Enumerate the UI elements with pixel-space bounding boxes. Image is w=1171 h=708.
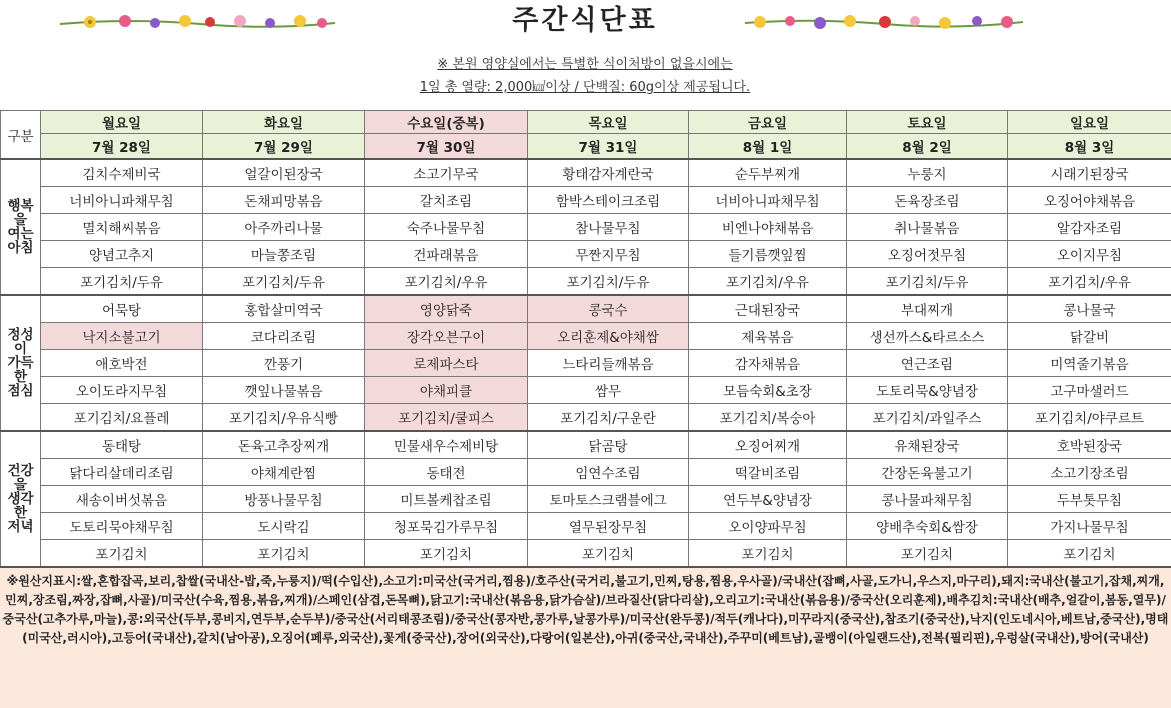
menu-item: 모듬숙회&초장 [689, 377, 847, 404]
menu-item: 오징어젓무침 [847, 241, 1008, 268]
menu-item: 포기김치/구운란 [528, 404, 689, 432]
menu-item: 연두부&양념장 [689, 486, 847, 513]
menu-row [1, 214, 1171, 241]
menu-item: 아주까리나물 [203, 214, 365, 241]
menu-item: 포기김치 [41, 540, 203, 567]
menu-item: 취나물볶음 [847, 214, 1008, 241]
menu-item: 숙주나물무침 [365, 214, 528, 241]
date-header: 7월 30일 [365, 134, 528, 160]
menu-item: 콩나물파채무침 [847, 486, 1008, 513]
menu-item: 소고기장조림 [1008, 459, 1171, 486]
weekly-menu-table [0, 110, 1171, 567]
section-label-lunch: 정성이 가득한 점심 [1, 295, 41, 431]
menu-item: 고구마샐러드 [1008, 377, 1171, 404]
menu-item: 가지나물무침 [1008, 513, 1171, 540]
menu-item: 어묵탕 [41, 295, 203, 323]
menu-item: 포기김치/우유 [365, 268, 528, 296]
menu-item: 도토리묵야채무침 [41, 513, 203, 540]
menu-item: 닭곰탕 [528, 431, 689, 459]
menu-item: 오이양파무침 [689, 513, 847, 540]
menu-item: 포기김치/두유 [847, 268, 1008, 296]
menu-item: 너비아니파채무침 [689, 187, 847, 214]
menu-item: 미트볼케찹조림 [365, 486, 528, 513]
menu-item: 포기김치/두유 [41, 268, 203, 296]
menu-row [1, 323, 1171, 350]
menu-item: 쌈무 [528, 377, 689, 404]
origin-notice: ※원산지표시:쌀,혼합잡곡,보리,찹쌀(국내산-밥,죽,누룽지)/떡(수입산),소고기:미국산(국거리,찜용)/호주산(국거리,불고기,민찌,탕용,찜용,우사골)/국내산(잡뼈,사골,도가니,우스지,마구리),돼지:국내산(불고기,잡채,찌개,민찌,장조림,짜장,잡뼈,사골)/미국산(수육,찜용,볶음,찌개)/스페인(삼겹,돈목뼈),닭고기:국내산(볶음용,닭가슴살)/브라질산(닭다리살),오리고기:국내산(볶음용)/중국산(오리훈제),배추김치:국내산(배추,얼갈이,봄동,열무)/중국산(고추가루,마늘),콩:외국산(두부,콩비지,연두부,순두부)/중국산(서리태콩조림)/중국산(콩자반,콩가루,날콩가루)/미국산(완두콩)/적두(캐나다),미꾸라지(중국산),참조기(중국산),낙지(인도네시아,베트남,중국산),명태(미국산,러시아),고등어(국내산),갈치(남아공),오징어(페루,외국산),꽃게(중국산),장어(외국산),다랑어(일본산),아귀(중국산,국내산),주꾸미(베트남),골뱅이(아일랜드산),전복(필리핀),우렁살(국내산),방어(국내산) [0, 566, 1171, 708]
date-header: 7월 31일 [528, 134, 689, 160]
menu-item: 연근조림 [847, 350, 1008, 377]
date-header: 8월 3일 [1008, 134, 1171, 160]
menu-item: 미역줄기볶음 [1008, 350, 1171, 377]
menu-item: 멸치해씨볶음 [41, 214, 203, 241]
menu-item: 부대찌개 [847, 295, 1008, 323]
menu-item: 야채피클 [365, 377, 528, 404]
page-title: 주간식단표 [512, 5, 658, 36]
menu-item: 오징어찌개 [689, 431, 847, 459]
section-label-dinner: 건강을 생각한 저녁 [1, 431, 41, 567]
menu-item: 참나물무침 [528, 214, 689, 241]
menu-item: 포기김치 [203, 540, 365, 567]
menu-item: 오이도라지무침 [41, 377, 203, 404]
menu-item: 낙지소불고기 [41, 323, 203, 350]
menu-row [1, 431, 1171, 459]
menu-item: 생선까스&타르소스 [847, 323, 1008, 350]
menu-item: 오징어야채볶음 [1008, 187, 1171, 214]
menu-row [1, 268, 1171, 296]
menu-item: 포기김치/우유 [689, 268, 847, 296]
menu-item: 감자채볶음 [689, 350, 847, 377]
menu-item: 장각오븐구이 [365, 323, 528, 350]
menu-item: 호박된장국 [1008, 431, 1171, 459]
day-header: 토요일 [847, 111, 1008, 134]
flower-garland-decoration-left [60, 10, 335, 32]
page-header [0, 0, 1171, 110]
menu-item: 오이지무침 [1008, 241, 1171, 268]
menu-item: 포기김치/쿨피스 [365, 404, 528, 432]
menu-item: 포기김치/우유식빵 [203, 404, 365, 432]
menu-item: 방풍나물무침 [203, 486, 365, 513]
menu-item: 동태탕 [41, 431, 203, 459]
menu-row [1, 241, 1171, 268]
menu-item: 포기김치/야쿠르트 [1008, 404, 1171, 432]
day-header: 목요일 [528, 111, 689, 134]
menu-item: 도토리묵&양념장 [847, 377, 1008, 404]
menu-item: 토마토스크램블에그 [528, 486, 689, 513]
menu-item: 포기김치 [528, 540, 689, 567]
menu-item: 포기김치/두유 [528, 268, 689, 296]
menu-row [1, 295, 1171, 323]
menu-item: 도시락김 [203, 513, 365, 540]
menu-item: 떡갈비조림 [689, 459, 847, 486]
menu-item: 돈육고추장찌개 [203, 431, 365, 459]
menu-item: 건파래볶음 [365, 241, 528, 268]
menu-item: 얼갈이된장국 [203, 159, 365, 187]
day-header: 일요일 [1008, 111, 1171, 134]
menu-item: 오리훈제&야채쌈 [528, 323, 689, 350]
menu-row [1, 513, 1171, 540]
flower-garland-decoration-right [745, 10, 1023, 32]
menu-row [1, 159, 1171, 187]
date-header: 8월 2일 [847, 134, 1008, 160]
menu-item: 청포묵김가루무침 [365, 513, 528, 540]
menu-item: 순두부찌개 [689, 159, 847, 187]
menu-item: 포기김치 [847, 540, 1008, 567]
menu-item: 김치수제비국 [41, 159, 203, 187]
menu-item: 간장돈육불고기 [847, 459, 1008, 486]
menu-item: 포기김치/두유 [203, 268, 365, 296]
menu-item: 새송이버섯볶음 [41, 486, 203, 513]
menu-item: 야채계란찜 [203, 459, 365, 486]
menu-item: 포기김치 [689, 540, 847, 567]
date-header: 7월 28일 [41, 134, 203, 160]
menu-item: 임연수조림 [528, 459, 689, 486]
menu-item: 양념고추지 [41, 241, 203, 268]
menu-item: 홍합살미역국 [203, 295, 365, 323]
menu-row [1, 187, 1171, 214]
menu-item: 깐풍기 [203, 350, 365, 377]
menu-item: 깻잎나물볶음 [203, 377, 365, 404]
menu-row [1, 377, 1171, 404]
notice-line-2: 1일 총 열량: 2,000㎉이상 / 단백질: 60g이상 제공됩니다. [419, 80, 751, 95]
menu-item: 제육볶음 [689, 323, 847, 350]
date-header: 7월 29일 [203, 134, 365, 160]
menu-row [1, 404, 1171, 432]
menu-item: 누룽지 [847, 159, 1008, 187]
menu-item: 유채된장국 [847, 431, 1008, 459]
menu-item: 콩나물국 [1008, 295, 1171, 323]
menu-item: 시래기된장국 [1008, 159, 1171, 187]
notice-line-1: ※ 본원 영양실에서는 특별한 식이처방이 없을시에는 [437, 57, 733, 72]
menu-item: 근대된장국 [689, 295, 847, 323]
menu-item: 열무된장무침 [528, 513, 689, 540]
menu-item: 민물새우수제비탕 [365, 431, 528, 459]
menu-row [1, 459, 1171, 486]
menu-item: 로제파스타 [365, 350, 528, 377]
menu-item: 애호박전 [41, 350, 203, 377]
day-header: 화요일 [203, 111, 365, 134]
menu-item: 포기김치/과일주스 [847, 404, 1008, 432]
day-header: 수요일(중복) [365, 111, 528, 134]
menu-item: 영양닭죽 [365, 295, 528, 323]
section-label-breakfast: 행복을 여는 아침 [1, 159, 41, 295]
menu-item: 너비아니파채무침 [41, 187, 203, 214]
menu-item: 포기김치/우유 [1008, 268, 1171, 296]
menu-item: 소고기무국 [365, 159, 528, 187]
menu-item: 무짠지무침 [528, 241, 689, 268]
menu-item: 닭다리살데리조림 [41, 459, 203, 486]
menu-item: 포기김치/요플레 [41, 404, 203, 432]
gubun-header: 구분 [1, 111, 41, 160]
menu-item: 포기김치 [365, 540, 528, 567]
menu-item: 함박스테이크조림 [528, 187, 689, 214]
menu-item: 코다리조림 [203, 323, 365, 350]
day-header: 월요일 [41, 111, 203, 134]
date-header: 8월 1일 [689, 134, 847, 160]
menu-row [1, 486, 1171, 513]
menu-item: 포기김치 [1008, 540, 1171, 567]
menu-item: 마늘쫑조림 [203, 241, 365, 268]
menu-item: 느타리들깨볶음 [528, 350, 689, 377]
menu-item: 돈육장조림 [847, 187, 1008, 214]
menu-item: 돈채피망볶음 [203, 187, 365, 214]
menu-item: 콩국수 [528, 295, 689, 323]
menu-row [1, 350, 1171, 377]
menu-item: 닭갈비 [1008, 323, 1171, 350]
menu-item: 알감자조림 [1008, 214, 1171, 241]
day-header: 금요일 [689, 111, 847, 134]
menu-item: 황태감자계란국 [528, 159, 689, 187]
menu-item: 양배추숙회&쌈장 [847, 513, 1008, 540]
menu-item: 들기름깻잎찜 [689, 241, 847, 268]
menu-row [1, 540, 1171, 567]
menu-item: 포기김치/복숭아 [689, 404, 847, 432]
menu-item: 비엔나야채볶음 [689, 214, 847, 241]
menu-item: 갈치조림 [365, 187, 528, 214]
menu-item: 두부톳무침 [1008, 486, 1171, 513]
menu-item: 동태전 [365, 459, 528, 486]
